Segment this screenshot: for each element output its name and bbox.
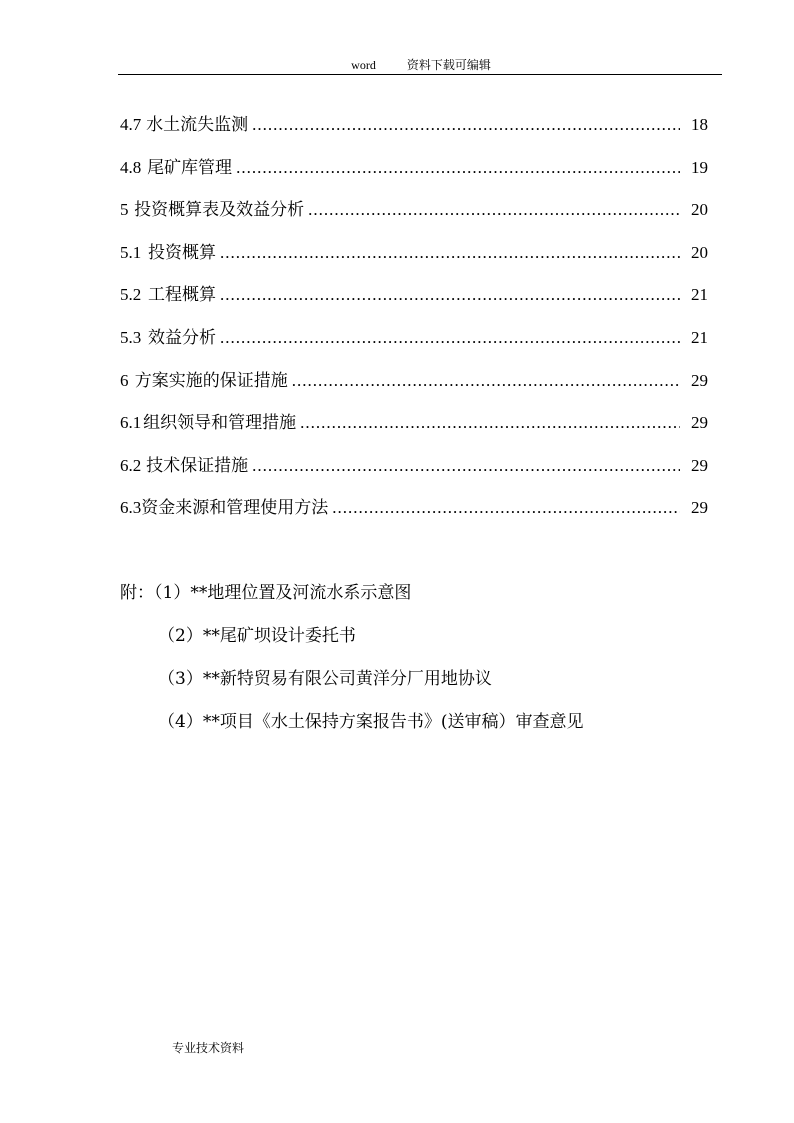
- appendix-item-text: （1）**地理位置及河流水系示意图: [154, 583, 412, 603]
- appendix-item-text: （3）**新特贸易有限公司黄洋分厂用地协议: [158, 669, 492, 689]
- appendix-label: 附：: [120, 583, 154, 603]
- appendix-item-text: （2）**尾矿坝设计委托书: [158, 626, 356, 646]
- appendix-item-text: （4）**项目《水土保持方案报告书》(送审稿）审查意见: [158, 712, 584, 732]
- appendix-list: [120, 572, 720, 744]
- toc-entry: [120, 360, 708, 403]
- toc-entry-title: 水土流失监测: [146, 115, 249, 135]
- appendix-item: [120, 701, 720, 744]
- header-caption: 资料下载可编辑: [406, 58, 491, 72]
- toc-entry-number: 6: [120, 370, 129, 390]
- toc-entry-title: 投资概算表及效益分析: [134, 200, 305, 221]
- toc-entry-page: 29: [691, 498, 708, 518]
- toc-entry-number: 5.2: [120, 285, 142, 305]
- toc-entry-number: 5.3: [120, 327, 142, 347]
- toc-entry-number: 6.3: [120, 498, 142, 518]
- page-footer: 专业技术资料: [172, 1041, 245, 1055]
- header-divider: [118, 74, 722, 75]
- toc-entry-page: 29: [691, 413, 708, 433]
- toc-leader-dots: [332, 487, 680, 530]
- appendix-item: [120, 615, 720, 658]
- toc-entry-title: 尾矿库管理: [147, 157, 233, 178]
- appendix-item: [120, 572, 720, 615]
- toc-entry-page: 29: [691, 370, 708, 390]
- toc-leader-dots: [220, 274, 680, 317]
- toc-leader-dots: [252, 445, 680, 488]
- toc-entry-title: 技术保证措施: [146, 455, 249, 476]
- toc-entry-page: 18: [691, 115, 708, 134]
- toc-leader-dots: [300, 402, 680, 445]
- toc-entry: [120, 104, 708, 147]
- toc-leader-dots: [308, 189, 680, 232]
- toc-entry-number: 6.2: [120, 455, 142, 475]
- toc-entry: [120, 147, 708, 190]
- toc-entry: [120, 232, 708, 275]
- toc-entry-page: 29: [691, 455, 708, 475]
- toc-entry-title: 效益分析: [148, 327, 217, 348]
- toc-leader-dots: [220, 232, 680, 275]
- toc-entry: [120, 189, 708, 232]
- toc-entry-page: 20: [691, 200, 708, 220]
- toc-entry: [120, 402, 708, 445]
- toc-entry-page: 21: [691, 327, 708, 347]
- toc-entry-title: 方案实施的保证措施: [134, 370, 288, 391]
- toc-entry-title: 投资概算: [148, 242, 217, 263]
- toc-entry-title: 组织领导和管理措施: [143, 413, 297, 434]
- toc-entry-number: 4.7: [120, 115, 142, 134]
- toc-entry-number: 6.1: [120, 413, 142, 433]
- toc-entry-number: 4.8: [120, 157, 142, 177]
- toc-entry-number: 5.1: [120, 242, 142, 262]
- toc-leader-dots: [236, 147, 680, 190]
- toc-entry-page: 21: [691, 285, 708, 305]
- toc-entry: [120, 317, 708, 360]
- page-header: [120, 57, 722, 73]
- toc-entry-title: 资金来源和管理使用方法: [141, 498, 329, 519]
- toc-leader-dots: [292, 360, 680, 403]
- toc-entry-number: 5: [120, 200, 129, 220]
- table-of-contents: [120, 104, 708, 530]
- toc-entry-title: 工程概算: [148, 285, 217, 306]
- toc-entry-page: 20: [691, 242, 708, 262]
- toc-entry-page: 19: [691, 157, 708, 177]
- toc-entry: [120, 487, 708, 530]
- header-word: word: [351, 58, 376, 72]
- toc-leader-dots: [252, 104, 680, 147]
- toc-entry: [120, 274, 708, 317]
- toc-entry: [120, 445, 708, 488]
- appendix-item: [120, 658, 720, 701]
- toc-leader-dots: [220, 317, 680, 360]
